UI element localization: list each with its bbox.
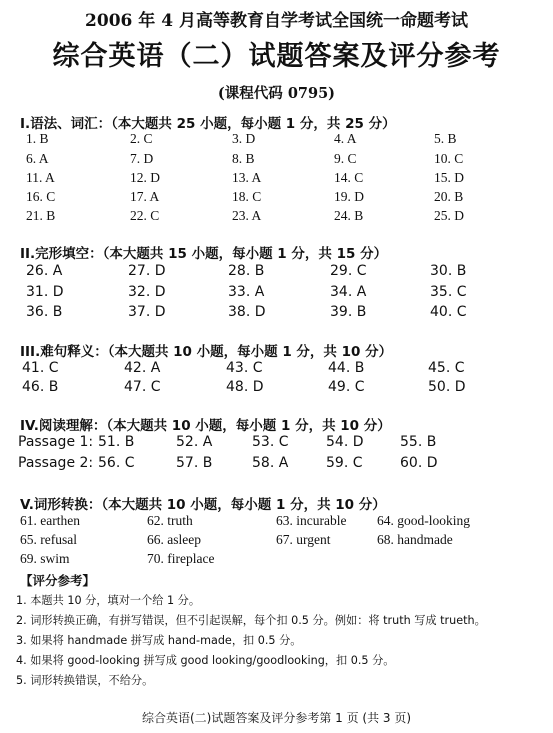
- answer-item: 2. C: [130, 131, 153, 146]
- answer-item: 45. C: [428, 360, 465, 376]
- answer-item: 33. A: [228, 284, 265, 300]
- scoring-note: 4. 如果将 good-looking 拼写成 good looking/goodlooking，扣 0.5 分。: [16, 654, 395, 667]
- answer-item: 57. B: [176, 455, 213, 471]
- scoring-note: 5. 词形转换错误，不给分。: [16, 674, 154, 687]
- answer-item: 3. D: [232, 131, 256, 146]
- passage-label: Passage 2:: [18, 455, 94, 471]
- answer-item: 63. incurable: [276, 513, 347, 528]
- answer-item: 16. C: [26, 189, 56, 204]
- answer-item: 53. C: [252, 434, 289, 450]
- answer-item: 4. A: [334, 131, 357, 146]
- answer-item: 8. B: [232, 151, 255, 166]
- answer-item: 7. D: [130, 151, 154, 166]
- answer-item: 66. asleep: [147, 532, 201, 547]
- answer-item: 32. D: [128, 284, 166, 300]
- answer-item: 67. urgent: [276, 532, 331, 547]
- answer-item: 42. A: [124, 360, 161, 376]
- answer-item: 37. D: [128, 304, 166, 320]
- answer-item: 51. B: [98, 434, 135, 450]
- answer-item: 58. A: [252, 455, 289, 471]
- answer-item: 5. B: [434, 131, 457, 146]
- answer-item: 68. handmade: [377, 532, 453, 547]
- answer-item: 35. C: [430, 284, 467, 300]
- answer-item: 11. A: [26, 170, 55, 185]
- answer-item: 55. B: [400, 434, 437, 450]
- answer-item: 43. C: [226, 360, 263, 376]
- answer-item: 24. B: [334, 208, 364, 223]
- answer-item: 54. D: [326, 434, 364, 450]
- answer-item: 31. D: [26, 284, 64, 300]
- answer-item: 44. B: [328, 360, 365, 376]
- answer-item: 56. C: [98, 455, 135, 471]
- answer-item: 18. C: [232, 189, 262, 204]
- answer-item: 9. C: [334, 151, 357, 166]
- answer-item: 65. refusal: [20, 532, 77, 547]
- answer-item: 49. C: [328, 379, 365, 395]
- answer-item: 61. earthen: [20, 513, 80, 528]
- answer-item: 17. A: [130, 189, 160, 204]
- scoring-notes-heading: 【评分参考】: [20, 573, 96, 588]
- answer-item: 52. A: [176, 434, 213, 450]
- answer-item: 30. B: [430, 263, 467, 279]
- answer-item: 12. D: [130, 170, 160, 185]
- answer-item: 19. D: [334, 189, 364, 204]
- answer-item: 48. D: [226, 379, 264, 395]
- answer-item: 1. B: [26, 131, 49, 146]
- answer-item: 13. A: [232, 170, 262, 185]
- answer-item: 59. C: [326, 455, 363, 471]
- section-4-title: IV.阅读理解：（本大题共 10 小题，每小题 1 分，共 10 分）: [20, 418, 391, 434]
- answer-item: 26. A: [26, 263, 63, 279]
- answer-item: 70. fireplace: [147, 551, 215, 566]
- answer-item: 23. A: [232, 208, 262, 223]
- page-footer: 综合英语(二)试题答案及评分参考第 1 页 (共 3 页): [141, 711, 412, 725]
- answer-item: 14. C: [334, 170, 364, 185]
- scoring-note: 1. 本题共 10 分，填对一个给 1 分。: [16, 594, 201, 607]
- answer-item: 15. D: [434, 170, 464, 185]
- answer-item: 41. C: [22, 360, 59, 376]
- section-3-title: III.难句释义：（本大题共 10 小题，每小题 1 分，共 10 分）: [20, 344, 393, 360]
- answer-item: 46. B: [22, 379, 59, 395]
- scoring-note: 3. 如果将 handmade 拼写成 hand-made，扣 0.5 分。: [16, 634, 302, 647]
- answer-item: 36. B: [26, 304, 63, 320]
- answer-item: 10. C: [434, 151, 464, 166]
- answer-item: 38. D: [228, 304, 266, 320]
- answer-item: 69. swim: [20, 551, 70, 566]
- exam-title: 2006 年 4 月高等教育自学考试全国统一命题考试: [85, 11, 468, 31]
- answer-item: 21. B: [26, 208, 56, 223]
- scoring-note: 2. 词形转换正确，有拼写错误，但不引起误解，每个扣 0.5 分。例如：将 truth 写成 trueth。: [16, 614, 486, 627]
- answer-item: 47. C: [124, 379, 161, 395]
- answer-item: 34. A: [330, 284, 367, 300]
- answer-item: 25. D: [434, 208, 464, 223]
- course-code: (课程代码 0795): [217, 85, 336, 102]
- section-1-title: I.语法、词汇：（本大题共 25 小题，每小题 1 分，共 25 分）: [20, 116, 396, 132]
- answer-item: 40. C: [430, 304, 467, 320]
- document-title: 综合英语（二）试题答案及评分参考: [52, 41, 501, 72]
- answer-item: 6. A: [26, 151, 49, 166]
- answer-item: 64. good-looking: [377, 513, 470, 528]
- answer-item: 60. D: [400, 455, 438, 471]
- answer-item: 22. C: [130, 208, 160, 223]
- answer-item: 50. D: [428, 379, 466, 395]
- section-5-title: V.词形转换：（本大题共 10 小题，每小题 1 分，共 10 分）: [20, 497, 386, 513]
- answer-item: 39. B: [330, 304, 367, 320]
- answer-item: 20. B: [434, 189, 464, 204]
- answer-item: 62. truth: [147, 513, 193, 528]
- answer-item: 27. D: [128, 263, 166, 279]
- passage-label: Passage 1:: [18, 434, 94, 450]
- section-2-title: II.完形填空：（本大题共 15 小题，每小题 1 分，共 15 分）: [20, 246, 388, 262]
- answer-item: 28. B: [228, 263, 265, 279]
- answer-item: 29. C: [330, 263, 367, 279]
